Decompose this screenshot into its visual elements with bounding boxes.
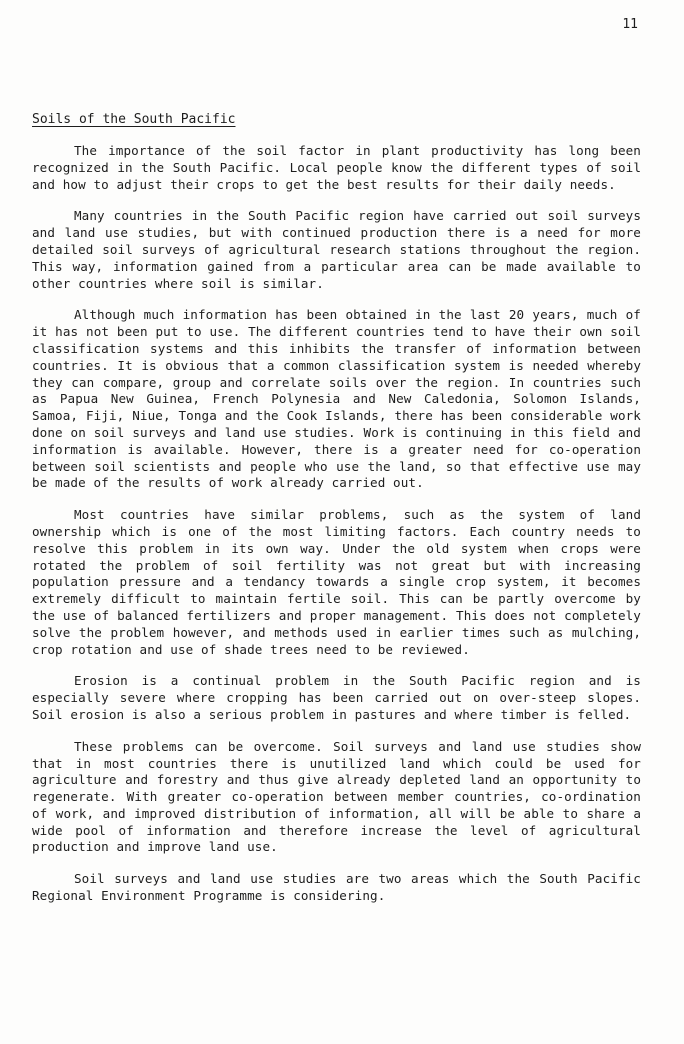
paragraph-5: Erosion is a continual problem in the South Pacific region and is especially severe where cropping has been carried out on over-steep slopes. Soil erosion is also a serious problem in pastures and where timber is felled.	[32, 673, 641, 722]
page-number: 11	[622, 17, 638, 32]
paragraph-1: The importance of the soil factor in plant productivity has long been recognized in the South Pacific. Local people know the different types of soil and how to adjust their crops to get the best results for their daily needs.	[32, 143, 641, 192]
article-heading: Soils of the South Pacific	[32, 112, 236, 127]
article-body	[32, 111, 641, 920]
paragraph-7: Soil surveys and land use studies are two areas which the South Pacific Regional Environment Programme is considering.	[32, 871, 641, 904]
paragraph-2: Many countries in the South Pacific region have carried out soil surveys and land use studies, but with continued production there is a need for more detailed soil surveys of agricultural research stations throughout the region. This way, information gained from a particular area can be made available to other countries where soil is similar.	[32, 208, 641, 291]
paragraph-4: Most countries have similar problems, such as the system of land ownership which is one of the most limiting factors. Each country needs to resolve this problem in its own way. Under the old system when crops were rotated the problem of soil fertility was not great but with increasing population pressure and a tendancy towards a single crop system, it becomes extremely difficult to maintain fertile soil. This can be partly overcome by the use of balanced fertilizers and proper management. This does not completely solve the problem however, and methods used in earlier times such as mulching, crop rotation and use of shade trees need to be reviewed.	[32, 507, 641, 657]
paragraph-3: Although much information has been obtained in the last 20 years, much of it has not been put to use. The different countries tend to have their own soil classification systems and this inhibits the transfer of information between countries. It is obvious that a common classification system is needed whereby they can compare, group and correlate soils over the region. In countries such as Papua New Guinea, French Polynesia and New Caledonia, Solomon Islands, Samoa, Fiji, Niue, Tonga and the Cook Islands, there has been considerable work done on soil surveys and land use studies. Work is continuing in this field and information is available. However, there is a greater need for co-operation between soil scientists and people who use the land, so that effective use may be made of the results of work already carried out.	[32, 307, 641, 491]
paragraph-6: These problems can be overcome. Soil surveys and land use studies show that in most countries there is unutilized land which could be used for agriculture and forestry and thus give already depleted land an opportunity to regenerate. With greater co-operation between member countries, co-ordination of work, and improved distribution of information, all will be able to share a wide pool of information and therefore increase the level of agricultural production and improve land use.	[32, 738, 641, 855]
